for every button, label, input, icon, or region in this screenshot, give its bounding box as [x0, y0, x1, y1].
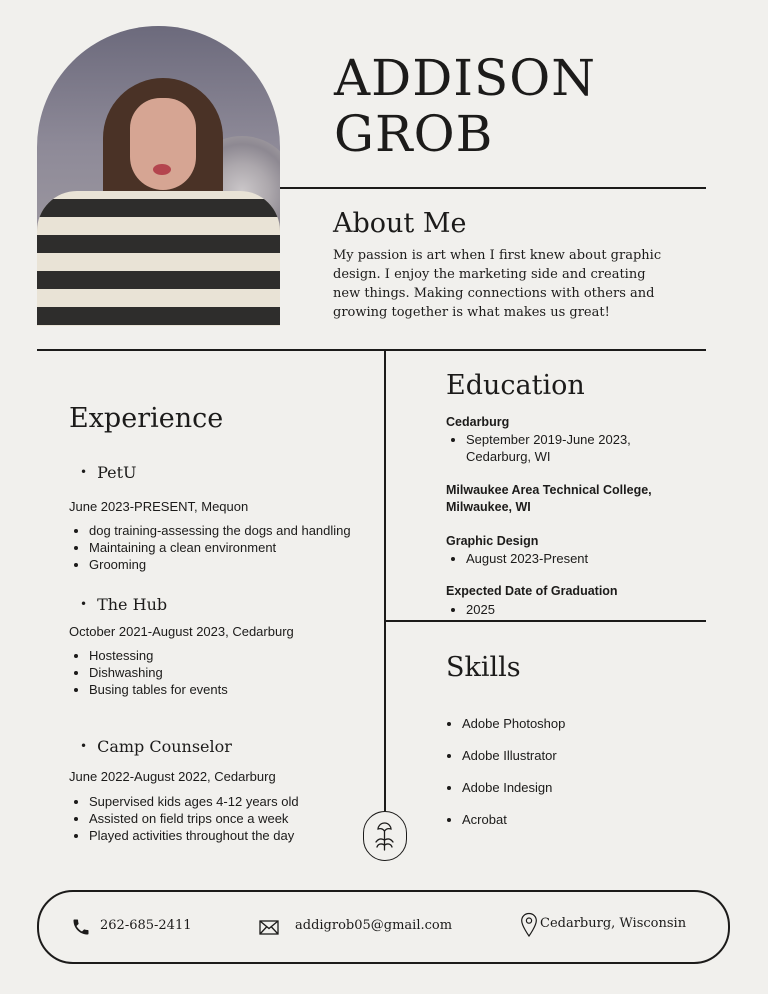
education-details [446, 601, 495, 618]
job-name: • PetU [80, 463, 137, 482]
divider-vertical [384, 349, 386, 811]
flower-emblem-icon [363, 811, 407, 861]
profile-photo [37, 26, 280, 326]
job-date: October 2021-August 2023, Cedarburg [69, 624, 294, 639]
person-name [334, 50, 596, 162]
job-duties [69, 793, 299, 844]
list-item: • Assisted on field trips once a week [89, 810, 299, 827]
education-title: Education [446, 370, 585, 401]
education-school: Milwaukee Area Technical College, Milwaukee, WI [446, 483, 652, 514]
divider-middle [37, 349, 706, 351]
list-item: • Grooming [89, 556, 351, 573]
job-duties [69, 647, 228, 698]
skills-title: Skills [446, 652, 521, 683]
education-program: Graphic Design [446, 534, 539, 548]
job-duties [69, 522, 351, 573]
contact-phone: 262-685-2411 [100, 918, 192, 933]
about-text: My passion is art when I first knew about graphic design. I enjoy the marketing side and creating new things. Making connections with others and growing together is what makes us great! [333, 248, 662, 320]
divider-top [280, 187, 706, 189]
job-name: • The Hub [80, 595, 167, 614]
list-item: • 2025 [466, 601, 495, 618]
experience-title: Experience [69, 403, 224, 434]
list-item: • Adobe Illustrator [462, 748, 565, 764]
list-item: • Adobe Photoshop [462, 716, 565, 732]
contact-email: addigrob05@gmail.com [295, 918, 453, 933]
skills-list [442, 716, 565, 844]
name-last: GROB [334, 105, 494, 163]
list-item: • Busing tables for events [89, 681, 228, 698]
contact-bar [37, 890, 730, 964]
list-item: • August 2023-Present [466, 550, 588, 567]
about-title: About Me [333, 208, 467, 239]
education-graduation: Expected Date of Graduation [446, 584, 618, 598]
list-item: • Dishwashing [89, 664, 228, 681]
list-item: • Acrobat [462, 812, 565, 828]
job-name: • Camp Counselor [80, 737, 232, 756]
list-item: • Supervised kids ages 4-12 years old [89, 793, 299, 810]
list-item: • Played activities throughout the day [89, 827, 299, 844]
list-item: • September 2019-June 2023, Cedarburg, WI [466, 431, 676, 465]
envelope-icon [259, 920, 279, 940]
map-pin-icon [520, 912, 538, 943]
contact-location: Cedarburg, Wisconsin [540, 916, 687, 931]
divider-skills [385, 620, 706, 622]
list-item: • Adobe Indesign [462, 780, 565, 796]
education-details [446, 431, 676, 465]
job-date: June 2023-PRESENT, Mequon [69, 499, 249, 514]
list-item: • dog training-assessing the dogs and handling [89, 522, 351, 539]
list-item: • Maintaining a clean environment [89, 539, 351, 556]
list-item: • Hostessing [89, 647, 228, 664]
education-details [446, 550, 588, 567]
education-school: Cedarburg [446, 415, 510, 429]
phone-icon [71, 917, 91, 942]
job-date: June 2022-August 2022, Cedarburg [69, 769, 276, 784]
name-first: ADDISON [334, 49, 597, 107]
